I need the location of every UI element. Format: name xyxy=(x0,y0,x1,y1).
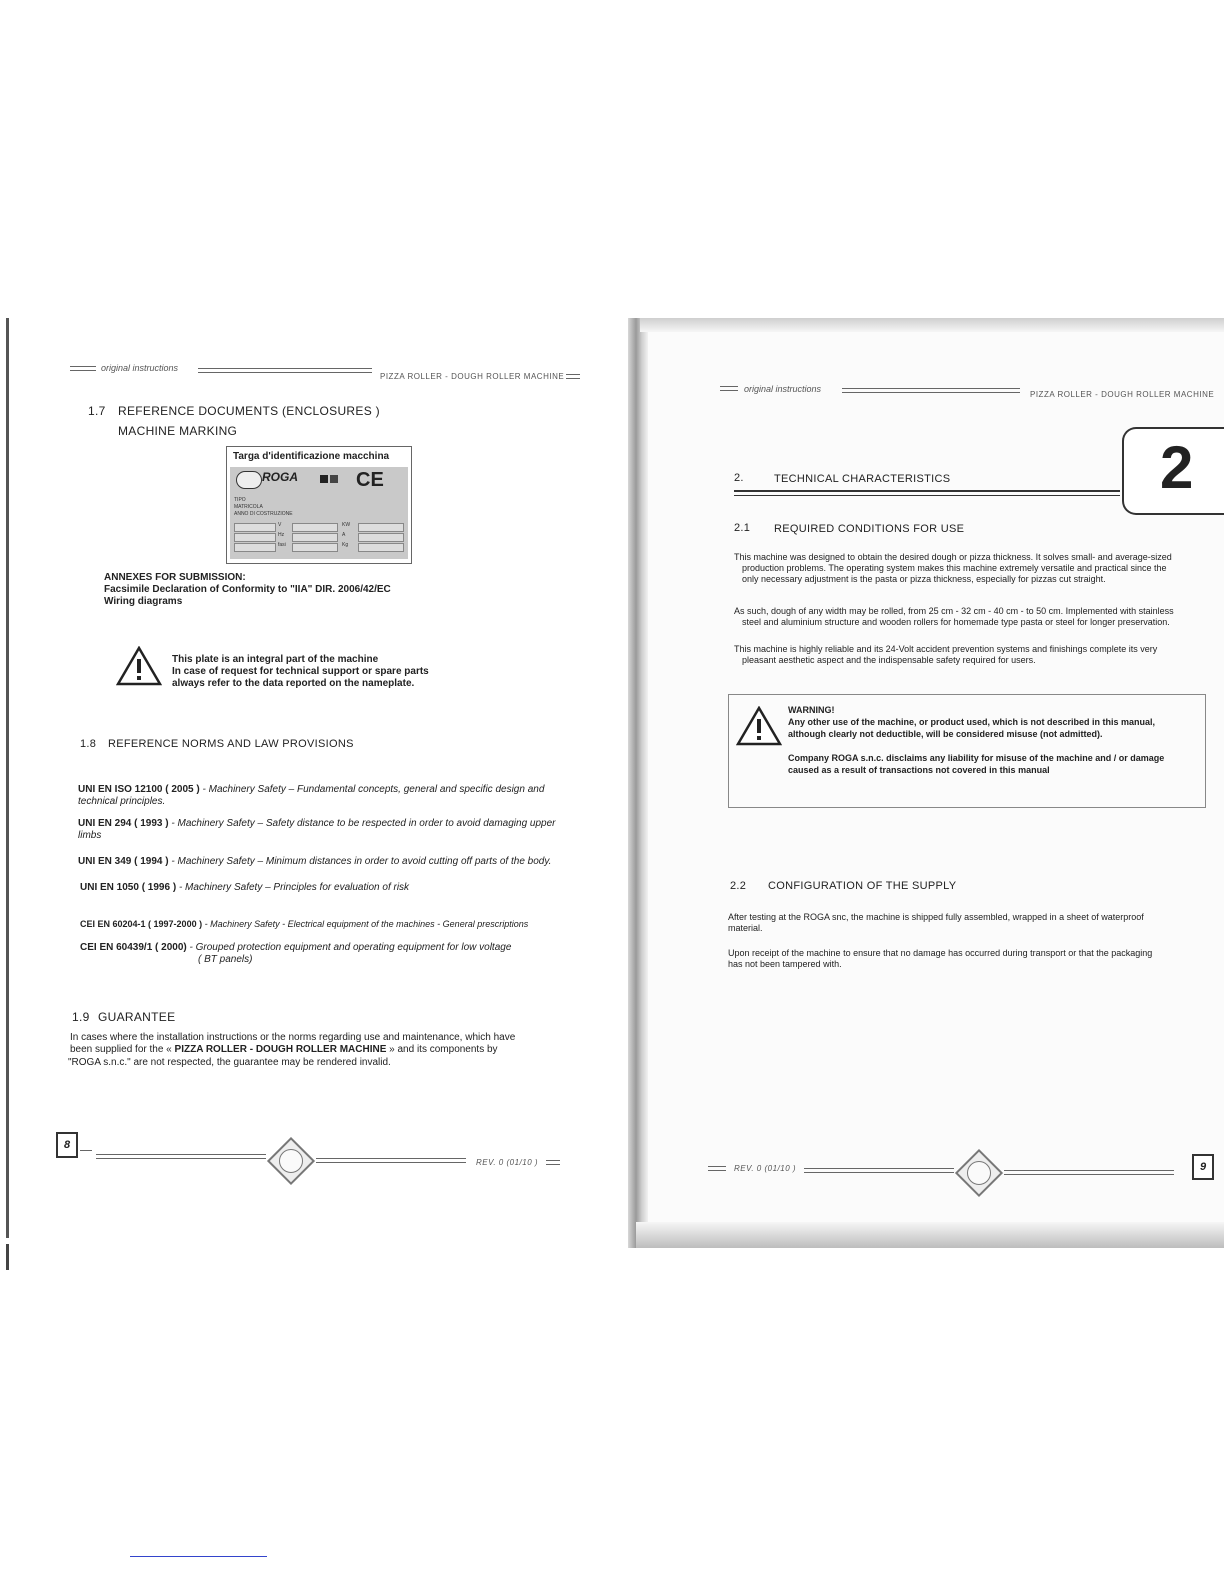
norm-desc-cont: technical principles. xyxy=(78,796,166,807)
section-title: CONFIGURATION OF THE SUPPLY xyxy=(768,880,957,892)
paragraph-line: This machine is highly reliable and its 24-Volt accident prevention systems and finishings complete its very xyxy=(734,644,1158,654)
warning-line: Any other use of the machine, or product used, which is not described in this manual, xyxy=(788,717,1156,727)
header-left-text: original instructions xyxy=(744,384,822,394)
paragraph-line: steel and aluminium structure and wooden rollers for homemade type pasta or steel for longer preservation. xyxy=(742,617,1170,627)
nameplate-unit: fasi xyxy=(278,542,286,548)
chapter-tab xyxy=(1122,427,1224,515)
norm-item xyxy=(78,818,558,842)
paragraph xyxy=(728,948,1152,970)
warning-line: although clearly not deductible, will be considered misuse (not admitted). xyxy=(788,729,1103,739)
footer-rule xyxy=(80,1150,92,1151)
guarantee-text: been supplied for the « xyxy=(70,1044,175,1055)
section-title: REFERENCE NORMS AND LAW PROVISIONS xyxy=(108,738,354,750)
machine-nameplate xyxy=(226,446,412,564)
roga-logo-inner xyxy=(967,1161,991,1185)
page-number: 9 xyxy=(1192,1154,1214,1180)
norm-item xyxy=(80,918,560,930)
paragraph xyxy=(728,912,1144,934)
header-rule xyxy=(842,388,1020,393)
nameplate-field xyxy=(292,523,338,532)
warning-triangle-icon xyxy=(736,706,782,746)
left-edge-line xyxy=(6,318,9,1238)
norm-desc-cont: ( BT panels) xyxy=(198,954,253,965)
header-right-text: PIZZA ROLLER - DOUGH ROLLER MACHINE xyxy=(1030,390,1215,399)
section-number: 1.7 xyxy=(88,404,106,418)
section-subtitle: MACHINE MARKING xyxy=(118,424,238,438)
paragraph-line: After testing at the ROGA snc, the machine is shipped fully assembled, wrapped in a sheet of waterproof xyxy=(728,912,1144,922)
paragraph xyxy=(734,552,1172,585)
page-number: 8 xyxy=(56,1132,78,1158)
norm-code: UNI EN 1050 ( 1996 ) xyxy=(80,882,177,893)
nameplate-title: Targa d'identificazione macchina xyxy=(233,451,390,462)
warning-line: Company ROGA s.n.c. disclaims any liability for misuse of the machine and / or damage xyxy=(788,753,1165,763)
nameplate-unit: Hz xyxy=(278,532,285,538)
norm-code: CEI EN 60439/1 ( 2000) xyxy=(80,942,187,953)
header-rule xyxy=(70,366,96,371)
norm-item xyxy=(78,856,558,868)
warning-title: WARNING! xyxy=(788,705,835,715)
plate-note-line: In case of request for technical support or spare parts xyxy=(172,666,429,677)
norm-desc: - Machinery Safety – Safety distance to be respected in order to avoid damaging upper xyxy=(168,818,556,829)
norm-desc: - Grouped protection equipment and operating equipment for low voltage xyxy=(186,942,512,953)
nameplate-field xyxy=(234,523,276,532)
norm-item xyxy=(80,942,560,966)
chapter-rule xyxy=(734,495,1120,496)
revision-label: REV. 0 (01/10 ) xyxy=(734,1164,797,1173)
nameplate-unit: Kg xyxy=(342,542,349,548)
norm-desc: - Machinery Safety - Electrical equipment of the machines - General prescriptions xyxy=(202,919,529,929)
paragraph-line: As such, dough of any width may be rolled, from 25 cm - 32 cm - 40 cm - to 50 cm. Implemented with stainless xyxy=(734,606,1174,616)
section-title: REFERENCE DOCUMENTS (ENCLOSURES ) xyxy=(118,404,380,418)
header-right-text: PIZZA ROLLER - DOUGH ROLLER MACHINE xyxy=(380,372,565,381)
page-shadow-bottom xyxy=(636,1222,1224,1248)
norm-item xyxy=(80,882,560,894)
paragraph xyxy=(734,606,1174,628)
footer-rule xyxy=(1004,1170,1174,1175)
warning-triangle-icon xyxy=(116,646,162,686)
header-rule xyxy=(720,386,738,391)
section-number: 2.1 xyxy=(734,522,751,534)
warning-line: caused as a result of transactions not covered in this manual xyxy=(788,765,1050,775)
paragraph xyxy=(734,644,1157,666)
nameplate-field xyxy=(234,533,276,542)
plate-note-line: This plate is an integral part of the machine xyxy=(172,654,379,665)
norm-code: UNI EN 349 ( 1994 ) xyxy=(78,856,169,867)
nameplate-row: MATRICOLA xyxy=(234,504,263,510)
blue-underline xyxy=(130,1556,267,1557)
plate-note-line: always refer to the data reported on the nameplate. xyxy=(172,678,415,689)
nameplate-row: TIPO xyxy=(234,497,246,503)
left-edge-mark xyxy=(6,1244,9,1270)
norm-item xyxy=(78,784,558,808)
guarantee-line xyxy=(70,1044,498,1056)
nameplate-field xyxy=(358,543,404,552)
norm-code: UNI EN ISO 12100 ( 2005 ) xyxy=(78,784,200,795)
footer-rule xyxy=(96,1154,266,1159)
norm-code: CEI EN 60204-1 ( 1997-2000 ) xyxy=(80,919,203,929)
footer-rule xyxy=(804,1168,954,1173)
header-rule xyxy=(198,368,372,373)
nameplate-row: ANNO DI COSTRUZIONE xyxy=(234,511,293,517)
nameplate-field xyxy=(234,543,276,552)
norm-desc: - Machinery Safety – Principles for evaluation of risk xyxy=(176,882,410,893)
header-rule xyxy=(566,374,580,379)
section-title: REQUIRED CONDITIONS FOR USE xyxy=(774,523,965,535)
ce-mark-icon: CE xyxy=(356,469,384,491)
chapter-rule xyxy=(734,490,1120,492)
paragraph-line: pleasant aesthetic aspect and the indispensable safety required for users. xyxy=(742,655,1036,665)
nameplate-unit: KW xyxy=(342,522,351,528)
guarantee-text: » and its components by xyxy=(386,1044,498,1055)
section-number: 1.9 xyxy=(72,1010,90,1024)
nameplate-field xyxy=(358,533,404,542)
norm-code: UNI EN 294 ( 1993 ) xyxy=(78,818,169,829)
guarantee-line: "ROGA s.n.c." are not respected, the guarantee may be rendered invalid. xyxy=(68,1057,391,1068)
section-title: GUARANTEE xyxy=(98,1010,176,1024)
norm-desc-cont: limbs xyxy=(78,830,102,841)
page-shadow-top xyxy=(640,318,1224,332)
nameplate-field xyxy=(358,523,404,532)
annexes-title: ANNEXES FOR SUBMISSION: xyxy=(104,572,246,583)
roga-logo-inner xyxy=(279,1149,303,1173)
revision-label: REV. 0 (01/10 ) xyxy=(476,1158,539,1167)
paragraph-line: This machine was designed to obtain the desired dough or pizza thickness. It solves small- and average-sized xyxy=(734,552,1172,562)
nameplate-body xyxy=(230,467,408,559)
nameplate-field xyxy=(292,533,338,542)
chapter-number: 2 xyxy=(1160,434,1194,501)
footer-rule xyxy=(316,1158,466,1163)
nameplate-field xyxy=(292,543,338,552)
section-number: 1.8 xyxy=(80,738,97,750)
chapter-heading-number: 2. xyxy=(734,472,744,484)
nameplate-unit: A xyxy=(342,532,346,538)
paragraph-line: only necessary adjustment is the pasta or pizza thickness, especially for pizzas cut straight. xyxy=(742,574,1106,584)
norm-desc: - Machinery Safety – Fundamental concepts, general and specific design and xyxy=(199,784,545,795)
norm-desc: - Machinery Safety – Minimum distances in order to avoid cutting off parts of the body. xyxy=(168,856,552,867)
book-spine xyxy=(628,318,648,1248)
roga-logo-icon xyxy=(236,471,262,489)
annexes-item: Wiring diagrams xyxy=(104,596,183,607)
paragraph-line: production problems. The operating system makes this machine extremely versatile and practical since the xyxy=(742,563,1167,573)
annexes-item: Facsimile Declaration of Conformity to "IIA" DIR. 2006/42/EC xyxy=(104,584,391,595)
nameplate-brand: ROGA xyxy=(262,470,298,484)
header-left-text: original instructions xyxy=(101,363,179,373)
nameplate-unit: V xyxy=(278,522,282,528)
flag-icon xyxy=(330,475,338,483)
paragraph-line: has not been tampered with. xyxy=(728,959,842,969)
guarantee-product: PIZZA ROLLER - DOUGH ROLLER MACHINE xyxy=(174,1044,387,1055)
guarantee-line: In cases where the installation instructions or the norms regarding use and maintenance, which have xyxy=(70,1032,516,1043)
footer-rule xyxy=(708,1166,726,1171)
chapter-heading-title: TECHNICAL CHARACTERISTICS xyxy=(774,473,951,485)
paragraph-line: Upon receipt of the machine to ensure that no damage has occurred during transport or that the packaging xyxy=(728,948,1153,958)
paragraph-line: material. xyxy=(728,923,763,933)
footer-rule xyxy=(546,1160,560,1165)
section-number: 2.2 xyxy=(730,880,747,892)
flag-icon xyxy=(320,475,328,483)
